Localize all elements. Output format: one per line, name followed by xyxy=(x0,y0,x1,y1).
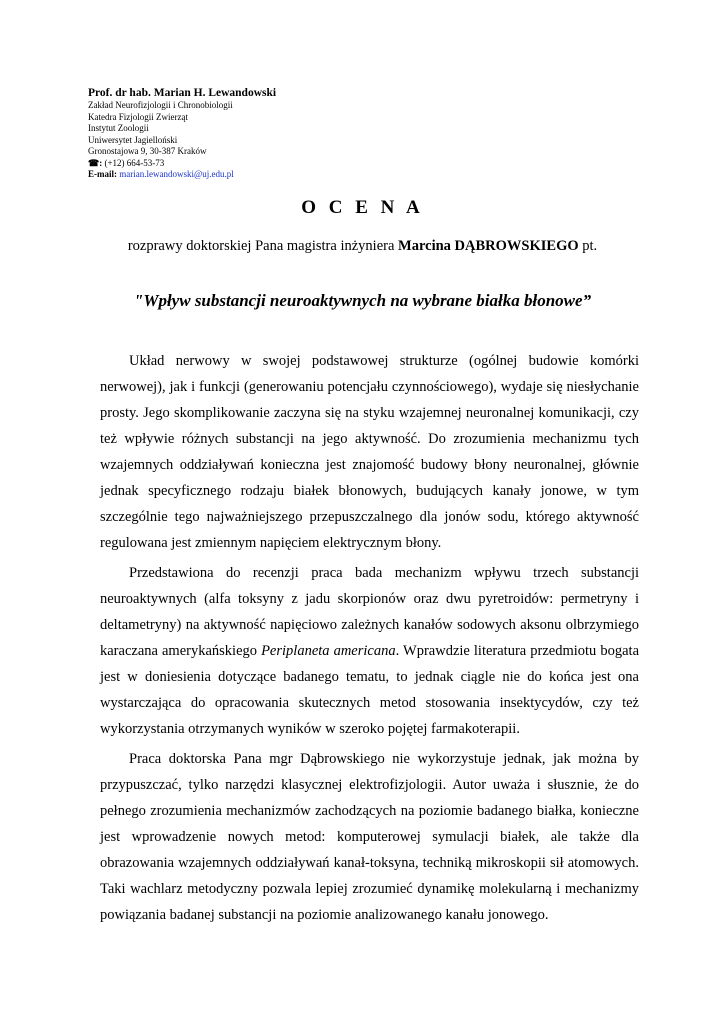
sender-chair: Katedra Fizjologii Zwierząt xyxy=(88,111,188,122)
email-label: E-mail: xyxy=(88,169,117,179)
sender-address: Gronostajowa 9, 30-387 Kraków xyxy=(88,146,207,156)
paragraph-2-text-a: Przedstawiona do recenzji praca bada mechanizm wpływu trzech substancji neuroaktywnych (alfa toksyny z jadu skorpionów oraz dwu pyretroidów: permetryny i deltametryny) na aktywność napięciowo zależnych kanałów sodowych aksonu olbrzymiego karaczana amerykańskiego xyxy=(100,565,639,659)
sender-block xyxy=(88,86,488,181)
review-subtitle xyxy=(0,237,725,255)
paragraph-2-text-b: . Wprawdzie literatura przedmiotu bogata jest w doniesienia dotyczące badanego tematu, to jednak ciągle nie do końca jest ona wystarczająca do opracowania skutecznych metod stosowania insektycydów, czy też wykorzystania otrzymanych wyników w szeroko pojętej farmakoterapii. xyxy=(100,643,640,737)
candidate-name: Marcina DĄBROWSKIEGO xyxy=(398,238,579,254)
sender-name: Prof. dr hab. Marian H. Lewandowski xyxy=(88,87,277,99)
review-body xyxy=(100,348,639,932)
sender-email-line xyxy=(88,169,488,181)
dissertation-title: "Wpływ substancji neuroaktywnych na wybrane białka błonowe” xyxy=(133,291,592,310)
phone-label: : xyxy=(99,157,103,168)
sender-phone: (+12) 664-53-73 xyxy=(104,157,165,168)
species-name: Periplaneta americana xyxy=(261,643,396,659)
sender-university: Uniwersytet Jagielloński xyxy=(88,134,178,145)
sender-email-link[interactable]: marian.lewandowski@uj.edu.pl xyxy=(119,169,234,179)
subtitle-prefix: rozprawy doktorskiej Pana magistra inżyniera xyxy=(127,238,399,254)
phone-icon: ☎ xyxy=(88,157,100,168)
sender-department: Zakład Neurofizjologii i Chronobiologii xyxy=(88,100,233,110)
paragraph-3: Praca doktorska Pana mgr Dąbrowskiego nie wykorzystuje jednak, jak można by przypuszczać, tylko narzędzi klasycznej elektrofizjologii. Autor uważa i słusznie, że do pełnego zrozumienia mechanizmów zachodzących na poziomie badanego białka, konieczne jest wprowadzenie nowych metod: komputerowej symulacji białek, ale także dla obrazowania wzajemnych oddziaływań kanał-toksyna, techniką mikroskopii sił atomowych. Taki wachlarz metodyczny pozwala lepiej zrozumieć dynamikę molekularną i mechanizmy powiązania badanej substancji na poziomie analizowanego kanału jonowego. xyxy=(100,751,639,923)
paragraph-2 xyxy=(100,560,639,742)
paragraph-1: Układ nerwowy w swojej podstawowej strukturze (ogólnej budowie komórki nerwowej), jak i funkcji (generowaniu potencjału czynnościowego), wydaje się niesłychanie prosty. Jego skomplikowanie zaczyna się na styku wzajemnej neuronalnej komunikacji, czy też wpływie różnych substancji na jego aktywność. Do zrozumienia mechanizmu tych wzajemnych oddziaływań konieczna jest znajomość budowy błony neuronalnej, głównie jednak specyficznego rodzaju białek błonowych, budujących kanały jonowe, w tym szczególnie tego najważniejszego przepuszczalnego dla jonów sodu, którego aktywność regulowana jest zmiennym napięciem elektrycznym błony. xyxy=(100,353,639,551)
sender-institute: Instytut Zoologii xyxy=(88,123,149,133)
document-title: O C E N A xyxy=(301,197,424,218)
sender-phone-line xyxy=(88,158,488,170)
subtitle-suffix: pt. xyxy=(578,238,598,254)
